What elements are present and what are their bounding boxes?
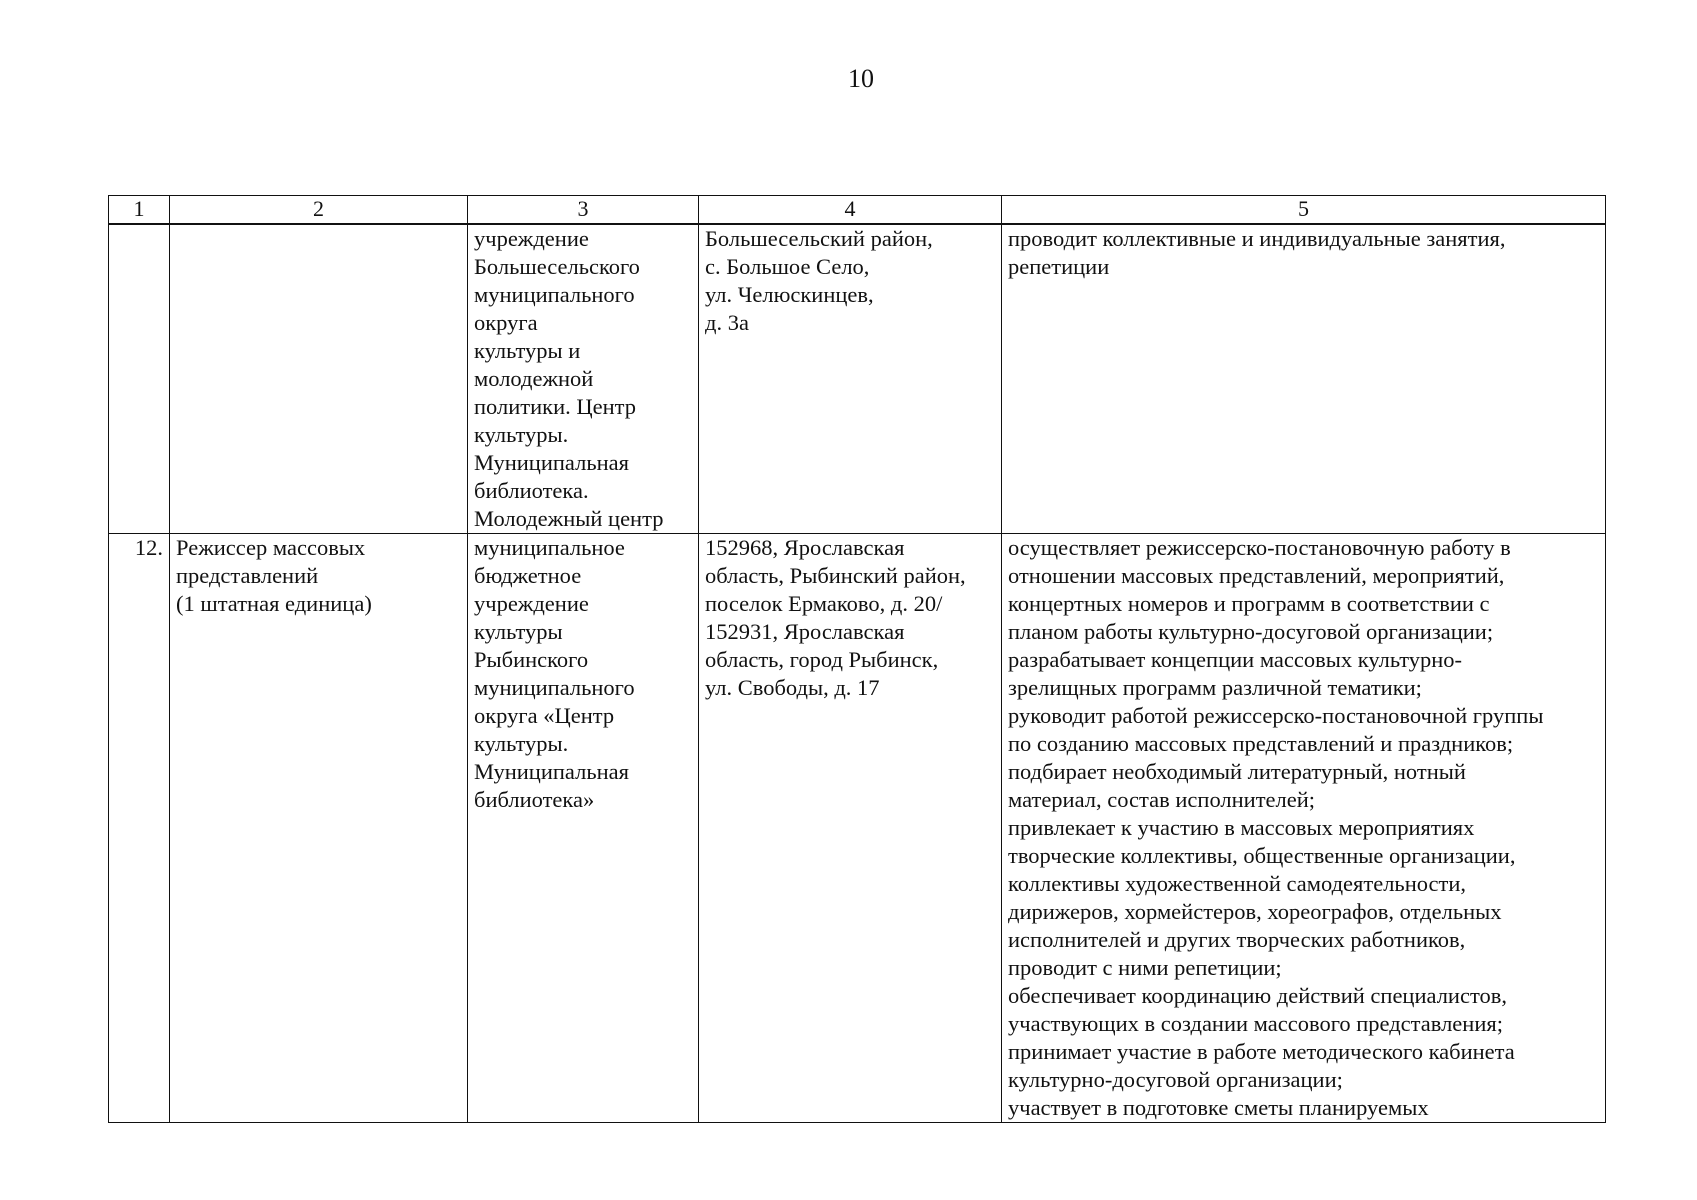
duties-line: исполнителей и других творческих работников,	[1008, 927, 1466, 952]
duties-line: обеспечивает координацию действий специалистов,	[1008, 983, 1507, 1008]
duties-cell	[1002, 534, 1606, 1123]
duties-line: участвующих в создании массового представления;	[1008, 1011, 1503, 1036]
duties-line: участвует в подготовке сметы планируемых	[1008, 1095, 1429, 1120]
page-number: 10	[848, 64, 874, 93]
row-number: 12.	[109, 534, 170, 1123]
address-line: Большесельский район,	[705, 226, 933, 251]
header-row	[109, 196, 1606, 225]
duties-line: проводит с ними репетиции;	[1008, 955, 1282, 980]
duties-line: отношении массовых представлений, мероприятий,	[1008, 563, 1505, 588]
institution-line: библиотека»	[474, 787, 595, 812]
position-cell	[170, 224, 468, 534]
address-line: область, город Рыбинск,	[705, 647, 939, 672]
duties-line: руководит работой режиссерско-постановочной группы	[1008, 703, 1544, 728]
duties-line: осуществляет режиссерско-постановочную работу в	[1008, 535, 1511, 560]
institution-line: культуры.	[474, 731, 569, 756]
duties-line: разрабатывает концепции массовых культурно-	[1008, 647, 1463, 672]
address-cell	[699, 534, 1002, 1123]
duties-line: по созданию массовых представлений и праздников;	[1008, 731, 1514, 756]
institution-line: молодежной	[474, 366, 594, 391]
institution-line: бюджетное	[474, 563, 582, 588]
institution-cell	[468, 224, 699, 534]
duties-line: репетиции	[1008, 254, 1110, 279]
address-line: д. 3а	[705, 310, 749, 335]
institution-line: муниципального	[474, 675, 635, 700]
institution-cell	[468, 534, 699, 1123]
position-cell	[170, 534, 468, 1123]
address-line: 152968, Ярославская	[705, 535, 905, 560]
institution-line: политики. Центр	[474, 394, 636, 419]
duties-line: проводит коллективные и индивидуальные занятия,	[1008, 226, 1506, 251]
institution-line: муниципального	[474, 282, 635, 307]
header-col-1: 1	[109, 196, 170, 225]
address-line: поселок Ермаково, д. 20/	[705, 591, 943, 616]
staff-table	[108, 195, 1606, 1123]
address-line: область, Рыбинский район,	[705, 563, 966, 588]
header-col-5: 5	[1002, 196, 1606, 225]
institution-line: культуры	[474, 619, 563, 644]
institution-line: учреждение	[474, 226, 589, 251]
institution-line: Муниципальная	[474, 759, 629, 784]
position-line: представлений	[176, 563, 319, 588]
duties-line: зрелищных программ различной тематики;	[1008, 675, 1422, 700]
duties-line: подбирает необходимый литературный, нотный	[1008, 759, 1466, 784]
address-line: ул. Челюскинцев,	[705, 282, 874, 307]
institution-line: библиотека.	[474, 478, 589, 503]
institution-line: Большесельского	[474, 254, 640, 279]
duties-line: творческие коллективы, общественные организации,	[1008, 843, 1516, 868]
header-col-4: 4	[699, 196, 1002, 225]
address-line: ул. Свободы, д. 17	[705, 675, 880, 700]
table-row	[109, 534, 1606, 1123]
duties-line: планом работы культурно-досуговой организации;	[1008, 619, 1494, 644]
address-cell	[699, 224, 1002, 534]
duties-line: принимает участие в работе методического кабинета	[1008, 1039, 1515, 1064]
address-line: 152931, Ярославская	[705, 619, 905, 644]
header-col-2: 2	[170, 196, 468, 225]
table-row	[109, 224, 1606, 534]
address-line: с. Большое Село,	[705, 254, 870, 279]
duties-line: дирижеров, хормейстеров, хореографов, отдельных	[1008, 899, 1502, 924]
institution-line: Муниципальная	[474, 450, 629, 475]
institution-line: Рыбинского	[474, 647, 589, 672]
institution-line: округа	[474, 310, 538, 335]
duties-line: привлекает к участию в массовых мероприятиях	[1008, 815, 1475, 840]
duties-line: коллективы художественной самодеятельности,	[1008, 871, 1467, 896]
position-line: (1 штатная единица)	[176, 591, 372, 616]
duties-line: концертных номеров и программ в соответствии с	[1008, 591, 1490, 616]
institution-line: Молодежный центр	[474, 506, 664, 531]
duties-line: материал, состав исполнителей;	[1008, 787, 1316, 812]
institution-line: муниципальное	[474, 535, 625, 560]
institution-line: учреждение	[474, 591, 589, 616]
position-line: Режиссер массовых	[176, 535, 366, 560]
institution-line: культуры и	[474, 338, 581, 363]
row-number	[109, 224, 170, 534]
duties-line: культурно-досуговой организации;	[1008, 1067, 1343, 1092]
institution-line: округа «Центр	[474, 703, 615, 728]
duties-cell	[1002, 224, 1606, 534]
institution-line: культуры.	[474, 422, 569, 447]
header-col-3: 3	[468, 196, 699, 225]
